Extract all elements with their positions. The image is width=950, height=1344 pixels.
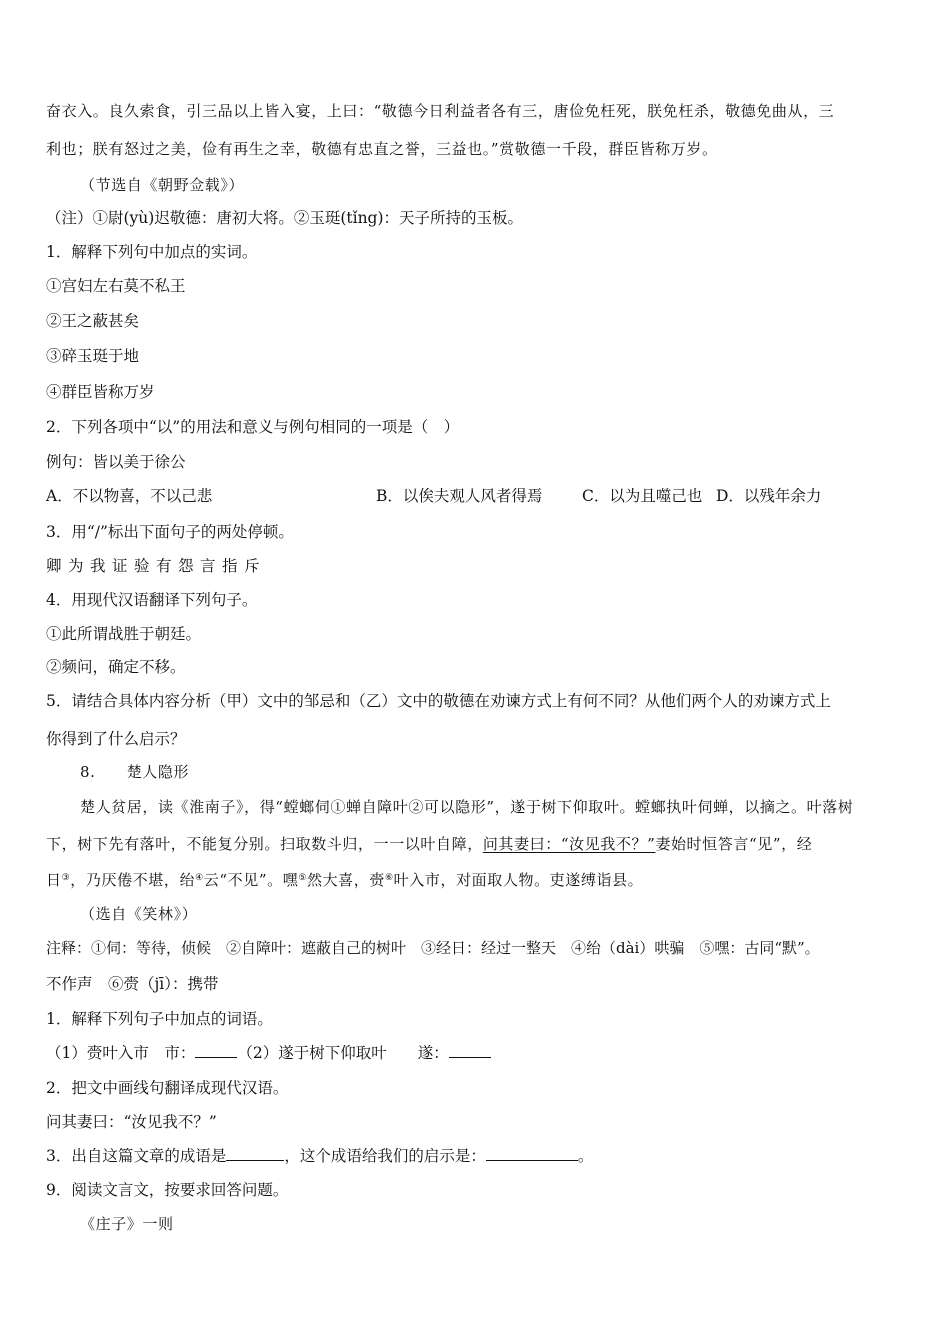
annotation-note: 不作声 ⑥赍（jī）：携带 [46,975,219,993]
example-sentence: 例句：皆以美于徐公 [46,453,186,471]
question-2: 2．下列各项中“以”的用法和意义与例句相同的一项是（ ） [46,418,460,436]
section-title: 8. 楚人隐形 [80,763,190,781]
passage-line: 利也；朕有怒过之美，俭有再生之幸，敬德有忠直之誉，三益也。”赏敬德一千段，群臣皆称万岁。 [46,140,718,158]
pause-sentence: 卿为我证验有怨言指斥 [46,557,267,575]
passage-text: 下，树下先有落叶，不能复分别。扫取数斗归，一一以叶自障， [46,835,483,853]
footnote-mark: ④ [195,873,204,883]
question-5-cont: 你得到了什么启示？ [46,730,186,748]
passage-text: ，乃厌倦不堪，绐 [70,871,196,889]
question-text: 。 [577,1147,594,1165]
question-9: 9．阅读文言文，按要求回答问题。 [46,1181,289,1199]
passage-text: 日 [46,871,62,889]
passage-text: 妻始时恒答言“见”，经 [655,835,813,853]
passage-text: 叶入市，对面取人物。吏遂缚诣县。 [393,871,644,889]
passage-line: 楚人贫居，读《淮南子》，得“螳螂伺①蝉自障叶②可以隐形”，遂于树下仰取叶。螳螂执叶伺蝉，以摘之。叶落树 [80,798,854,816]
sub-item: ②频问，确定不移。 [46,658,186,676]
sub-item: ①宫妇左右莫不私王 [46,277,186,295]
question-1: 1．解释下列句中加点的实词。 [46,243,258,261]
footnote-mark: ⑥ [385,873,394,883]
translation-sentence: 问其妻曰：“汝见我不？” [46,1113,217,1131]
underlined-sentence: 问其妻曰：“汝见我不？” [482,835,656,853]
question-4: 4．用现代汉语翻译下列句子。 [46,591,258,609]
source-citation: （节选自《朝野佥载》） [80,176,245,194]
fill-in-label: （1）赍叶入市 市： [46,1044,196,1062]
section-title: 《庄子》一则 [80,1215,174,1233]
source-citation: （选自《笑林》） [80,905,198,923]
question-text: 3．出自这篇文章的成语是 [46,1147,227,1165]
answer-blank[interactable] [226,1146,284,1161]
answer-blank[interactable] [195,1043,237,1058]
sub-item: ③碎玉珽于地 [46,347,140,365]
question-2: 2．把文中画线句翻译成现代汉语。 [46,1079,289,1097]
annotation-note: （注）①尉(yù)迟敬德：唐初大将。②玉珽(tǐng)：天子所持的玉板。 [46,209,524,227]
fill-in-line [46,1043,491,1063]
passage-text: 然大喜，赍 [306,871,385,889]
option-a: A．不以物喜，不以己悲 [46,487,213,505]
sub-item: ④群臣皆称万岁 [46,383,155,401]
answer-blank[interactable] [486,1146,578,1161]
passage-line [46,834,812,854]
option-b: B．以俟夫观人风者得焉 [376,487,543,505]
annotation-note: 注释：①伺：等待，侦候 ②自障叶：遮蔽自己的树叶 ③经日：经过一整天 ④绐（dài）哄骗 ⑤嘿：古同“默”。 [46,939,820,957]
question-1: 1．解释下列句子中加点的词语。 [46,1010,273,1028]
sub-item: ①此所谓战胜于朝廷。 [46,625,202,643]
option-d: D．以残年余力 [716,487,822,505]
passage-line [46,870,643,890]
question-3: 3．用“/”标出下面句子的两处停顿。 [46,523,294,541]
passage-line: 奋衣入。良久索食，引三品以上皆入宴，上曰：“敬德今日利益者各有三，唐俭免枉死，朕免枉杀，敬德免曲从，三 [46,102,835,120]
footnote-mark: ③ [61,873,71,883]
passage-text: 云“不见”。嘿 [203,871,299,889]
answer-blank[interactable] [449,1043,491,1058]
fill-in-label: （2）遂于树下仰取叶 遂： [237,1044,449,1062]
sub-item: ②王之蔽甚矣 [46,312,140,330]
option-c: C．以为且噬己也 [582,487,703,505]
question-text: ，这个成语给我们的启示是： [284,1147,486,1165]
footnote-mark: ⑤ [298,873,307,883]
question-5: 5．请结合具体内容分析（甲）文中的邹忌和（乙）文中的敬德在劝谏方式上有何不同？从他们两个人的劝谏方式上 [46,692,831,710]
question-3 [46,1146,593,1166]
